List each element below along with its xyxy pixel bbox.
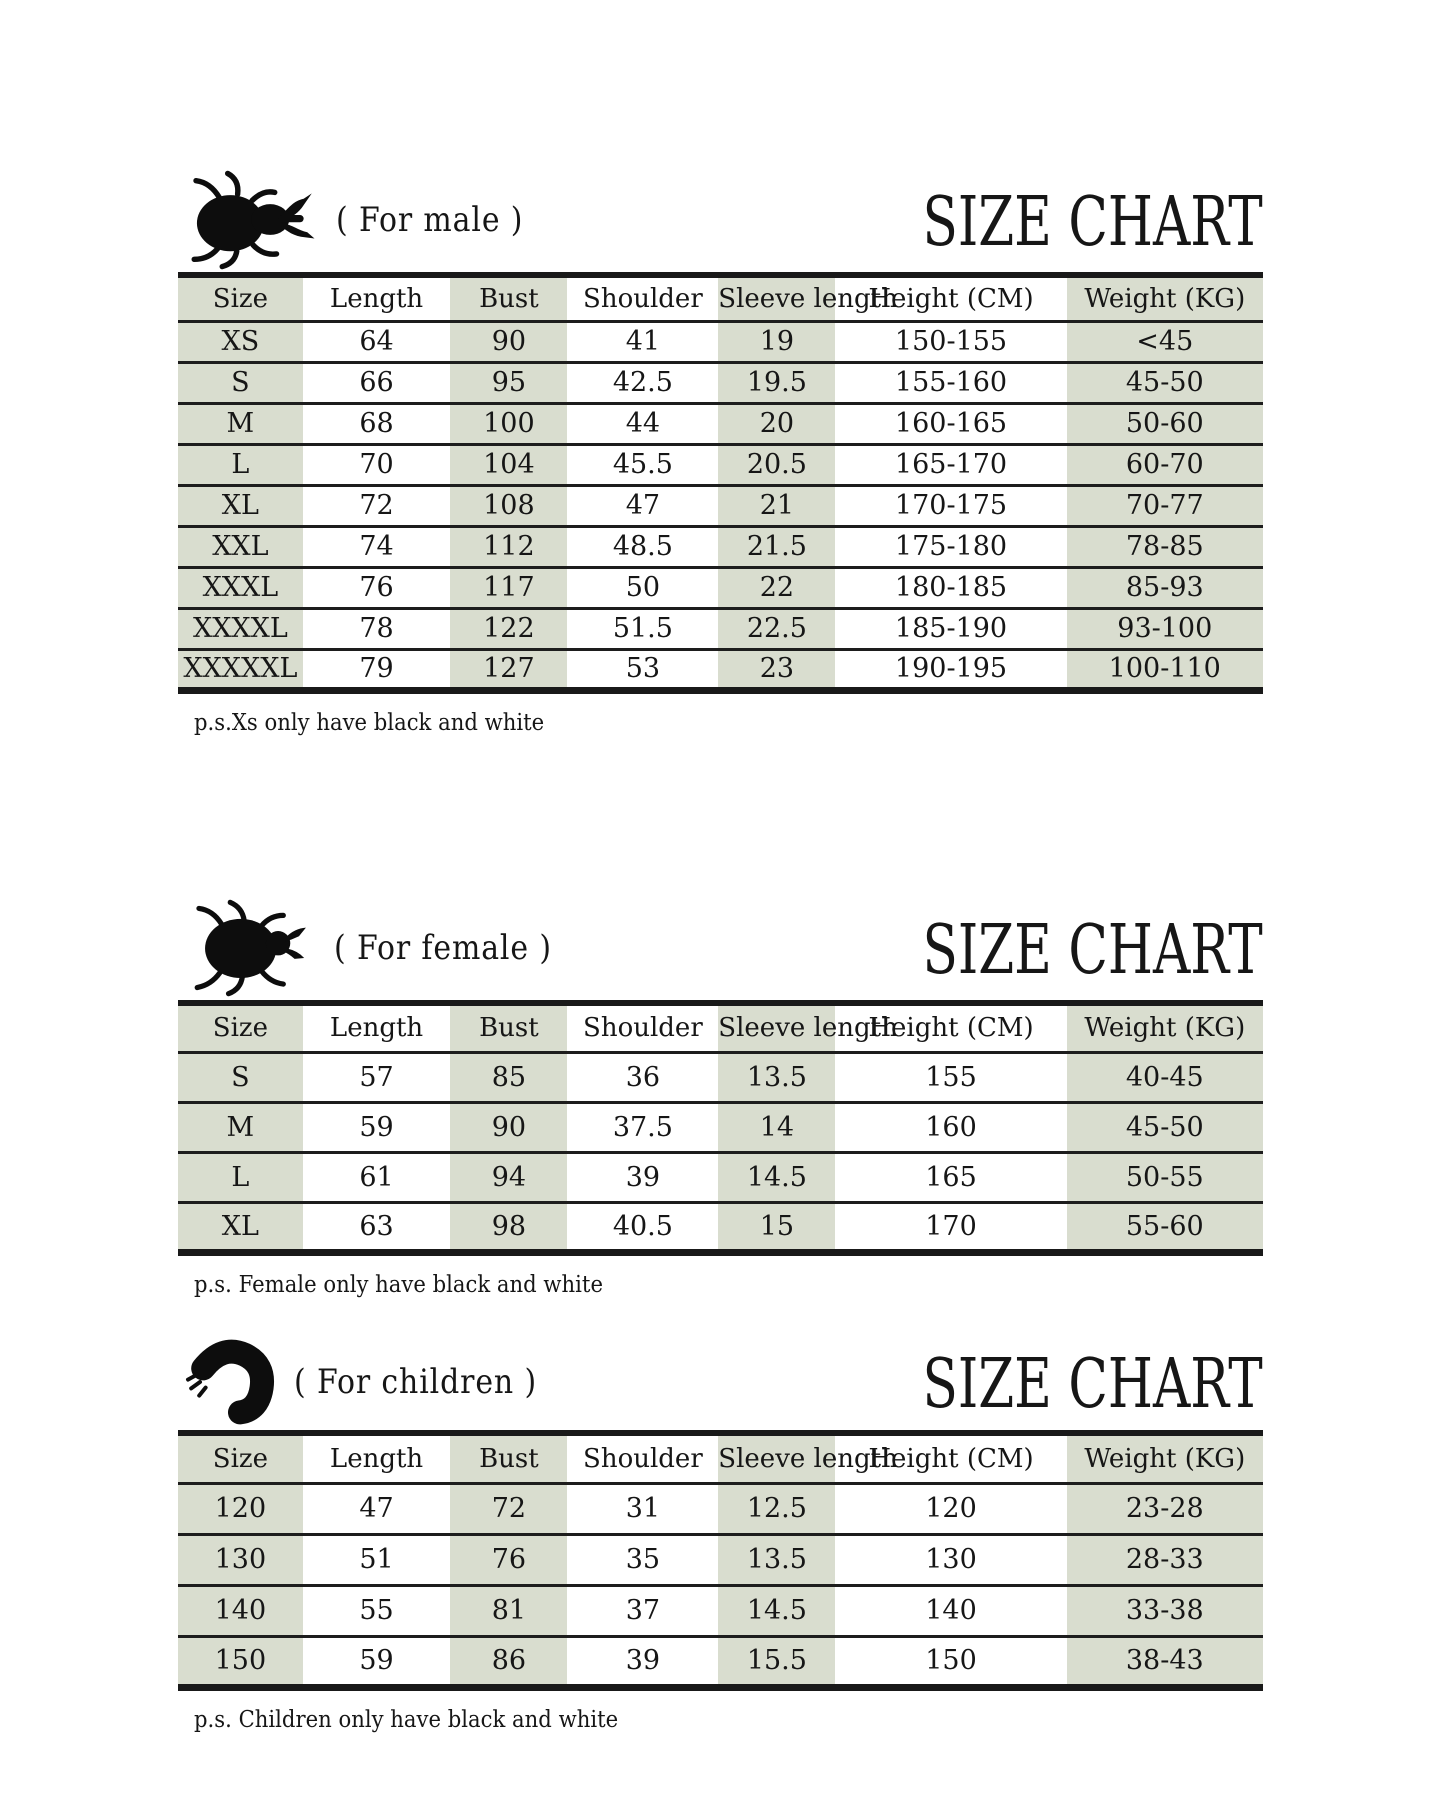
column-header-bust: Bust — [450, 1433, 567, 1483]
cell-shoulder: 53 — [567, 649, 718, 690]
cell-height: 160-165 — [835, 403, 1066, 444]
cell-shoulder: 37.5 — [567, 1103, 718, 1153]
cell-sleeve-length: 14.5 — [718, 1585, 835, 1636]
cell-shoulder: 51.5 — [567, 608, 718, 649]
cell-bust: 112 — [450, 526, 567, 567]
cell-size: S — [178, 362, 303, 403]
cell-bust: 108 — [450, 485, 567, 526]
cell-shoulder: 39 — [567, 1636, 718, 1687]
column-header-shoulder: Shoulder — [567, 275, 718, 321]
cell-bust: 72 — [450, 1483, 567, 1534]
cell-length: 63 — [303, 1203, 451, 1253]
cell-length: 59 — [303, 1103, 451, 1153]
cell-shoulder: 48.5 — [567, 526, 718, 567]
cell-weight: 38-43 — [1067, 1636, 1263, 1687]
cell-size: 150 — [178, 1636, 303, 1687]
cell-length: 72 — [303, 485, 451, 526]
children-note: p.s. Children only have black and white — [194, 1706, 619, 1733]
cell-sleeve-length: 22.5 — [718, 608, 835, 649]
cell-height: 185-190 — [835, 608, 1066, 649]
cell-length: 79 — [303, 649, 451, 690]
cell-height: 170-175 — [835, 485, 1066, 526]
cell-shoulder: 41 — [567, 321, 718, 362]
cell-weight: 33-38 — [1067, 1585, 1263, 1636]
cell-weight: 78-85 — [1067, 526, 1263, 567]
female-section-header — [178, 896, 1263, 1000]
cell-bust: 127 — [450, 649, 567, 690]
cell-length: 70 — [303, 444, 451, 485]
cell-sleeve-length: 19.5 — [718, 362, 835, 403]
column-header-bust: Bust — [450, 1003, 567, 1053]
cell-sleeve-length: 20 — [718, 403, 835, 444]
cell-size: XL — [178, 485, 303, 526]
table-row — [178, 1534, 1263, 1585]
cell-bust: 94 — [450, 1153, 567, 1203]
column-header-height: Height (CM) — [835, 1003, 1066, 1053]
cell-sleeve-length: 13.5 — [718, 1534, 835, 1585]
cell-sleeve-length: 20.5 — [718, 444, 835, 485]
cell-sleeve-length: 21 — [718, 485, 835, 526]
cell-shoulder: 42.5 — [567, 362, 718, 403]
male-size-table — [178, 272, 1263, 694]
cell-height: 170 — [835, 1203, 1066, 1253]
cell-bust: 86 — [450, 1636, 567, 1687]
cell-weight: 93-100 — [1067, 608, 1263, 649]
cell-length: 74 — [303, 526, 451, 567]
cell-shoulder: 39 — [567, 1153, 718, 1203]
cell-length: 55 — [303, 1585, 451, 1636]
column-header-height: Height (CM) — [835, 275, 1066, 321]
cell-size: XL — [178, 1203, 303, 1253]
column-header-weight: Weight (KG) — [1067, 275, 1263, 321]
table-row — [178, 1636, 1263, 1687]
cell-height: 150-155 — [835, 321, 1066, 362]
cell-weight: 100-110 — [1067, 649, 1263, 690]
male-size-chart-section — [178, 0, 1263, 736]
table-row — [178, 403, 1263, 444]
cell-shoulder: 45.5 — [567, 444, 718, 485]
column-header-weight: Weight (KG) — [1067, 1003, 1263, 1053]
column-header-bust: Bust — [450, 275, 567, 321]
children-section-header — [178, 1334, 1263, 1430]
cell-length: 64 — [303, 321, 451, 362]
cell-shoulder: 50 — [567, 567, 718, 608]
cell-weight: 85-93 — [1067, 567, 1263, 608]
cell-height: 180-185 — [835, 567, 1066, 608]
female-size-table — [178, 1000, 1263, 1257]
column-header-shoulder: Shoulder — [567, 1433, 718, 1483]
cell-size: S — [178, 1053, 303, 1103]
cell-height: 160 — [835, 1103, 1066, 1153]
cell-height: 120 — [835, 1483, 1066, 1534]
cell-sleeve-length: 15 — [718, 1203, 835, 1253]
children-size-chart-section — [178, 1298, 1263, 1733]
table-row — [178, 1203, 1263, 1253]
cell-height: 190-195 — [835, 649, 1066, 690]
cell-size: XXL — [178, 526, 303, 567]
cell-sleeve-length: 14.5 — [718, 1153, 835, 1203]
cell-weight: <45 — [1067, 321, 1263, 362]
table-row — [178, 1483, 1263, 1534]
stag-beetle-icon — [182, 168, 324, 272]
cell-shoulder: 44 — [567, 403, 718, 444]
column-header-shoulder: Shoulder — [567, 1003, 718, 1053]
header-row — [178, 275, 1263, 321]
cell-shoulder: 40.5 — [567, 1203, 718, 1253]
table-row — [178, 1153, 1263, 1203]
column-header-sleeve-length: Sleeve length — [718, 1433, 835, 1483]
grub-larva-icon — [182, 1338, 282, 1426]
cell-length: 66 — [303, 362, 451, 403]
cell-sleeve-length: 14 — [718, 1103, 835, 1153]
cell-size: 120 — [178, 1483, 303, 1534]
cell-length: 59 — [303, 1636, 451, 1687]
cell-length: 51 — [303, 1534, 451, 1585]
cell-bust: 122 — [450, 608, 567, 649]
column-header-length: Length — [303, 1003, 451, 1053]
cell-length: 68 — [303, 403, 451, 444]
female-section-label: ( For female ) — [334, 927, 552, 968]
cell-sleeve-length: 22 — [718, 567, 835, 608]
cell-height: 140 — [835, 1585, 1066, 1636]
cell-bust: 76 — [450, 1534, 567, 1585]
cell-sleeve-length: 12.5 — [718, 1483, 835, 1534]
cell-size: 140 — [178, 1585, 303, 1636]
cell-size: 130 — [178, 1534, 303, 1585]
cell-shoulder: 36 — [567, 1053, 718, 1103]
cell-weight: 40-45 — [1067, 1053, 1263, 1103]
cell-shoulder: 47 — [567, 485, 718, 526]
column-header-sleeve-length: Sleeve length — [718, 1003, 835, 1053]
cell-weight: 60-70 — [1067, 444, 1263, 485]
cell-weight: 23-28 — [1067, 1483, 1263, 1534]
cell-weight: 70-77 — [1067, 485, 1263, 526]
table-row — [178, 485, 1263, 526]
cell-size: XXXXL — [178, 608, 303, 649]
cell-sleeve-length: 21.5 — [718, 526, 835, 567]
cell-height: 155 — [835, 1053, 1066, 1103]
cell-size: XXXXXL — [178, 649, 303, 690]
cell-bust: 85 — [450, 1053, 567, 1103]
table-row — [178, 608, 1263, 649]
header-row — [178, 1433, 1263, 1483]
cell-height: 175-180 — [835, 526, 1066, 567]
column-header-length: Length — [303, 1433, 451, 1483]
column-header-weight: Weight (KG) — [1067, 1433, 1263, 1483]
cell-bust: 104 — [450, 444, 567, 485]
cell-shoulder: 35 — [567, 1534, 718, 1585]
cell-height: 165-170 — [835, 444, 1066, 485]
male-note: p.s.Xs only have black and white — [194, 709, 545, 736]
children-size-table — [178, 1430, 1263, 1691]
table-row — [178, 1585, 1263, 1636]
cell-weight: 28-33 — [1067, 1534, 1263, 1585]
cell-size: M — [178, 1103, 303, 1153]
table-row — [178, 444, 1263, 485]
cell-size: L — [178, 444, 303, 485]
cell-bust: 90 — [450, 1103, 567, 1153]
female-size-chart-section — [178, 736, 1263, 1299]
cell-weight: 55-60 — [1067, 1203, 1263, 1253]
cell-size: XS — [178, 321, 303, 362]
column-header-size: Size — [178, 275, 303, 321]
cell-bust: 117 — [450, 567, 567, 608]
size-chart-sheet — [178, 0, 1263, 1733]
cell-height: 150 — [835, 1636, 1066, 1687]
children-size-chart-title: SIZE CHART — [922, 1345, 1263, 1424]
table-row — [178, 1053, 1263, 1103]
cell-weight: 45-50 — [1067, 362, 1263, 403]
male-section-header — [178, 168, 1263, 272]
cell-sleeve-length: 23 — [718, 649, 835, 690]
cell-length: 57 — [303, 1053, 451, 1103]
header-row — [178, 1003, 1263, 1053]
column-header-size: Size — [178, 1433, 303, 1483]
cell-weight: 45-50 — [1067, 1103, 1263, 1153]
female-note: p.s. Female only have black and white — [194, 1272, 603, 1298]
cell-size: XXXL — [178, 567, 303, 608]
beetle-top-icon — [182, 898, 322, 998]
column-header-length: Length — [303, 275, 451, 321]
cell-weight: 50-55 — [1067, 1153, 1263, 1203]
cell-size: L — [178, 1153, 303, 1203]
column-header-size: Size — [178, 1003, 303, 1053]
cell-bust: 100 — [450, 403, 567, 444]
column-header-sleeve-length: Sleeve length — [718, 275, 835, 321]
table-row — [178, 1103, 1263, 1153]
cell-sleeve-length: 13.5 — [718, 1053, 835, 1103]
cell-sleeve-length: 19 — [718, 321, 835, 362]
cell-bust: 81 — [450, 1585, 567, 1636]
cell-bust: 95 — [450, 362, 567, 403]
cell-bust: 98 — [450, 1203, 567, 1253]
cell-height: 165 — [835, 1153, 1066, 1203]
children-section-label: ( For children ) — [294, 1362, 538, 1402]
table-row — [178, 567, 1263, 608]
female-size-chart-title: SIZE CHART — [922, 910, 1263, 990]
male-section-label: ( For male ) — [336, 200, 524, 240]
cell-length: 61 — [303, 1153, 451, 1203]
cell-length: 76 — [303, 567, 451, 608]
cell-length: 47 — [303, 1483, 451, 1534]
cell-length: 78 — [303, 608, 451, 649]
cell-sleeve-length: 15.5 — [718, 1636, 835, 1687]
cell-height: 155-160 — [835, 362, 1066, 403]
cell-weight: 50-60 — [1067, 403, 1263, 444]
cell-height: 130 — [835, 1534, 1066, 1585]
table-row — [178, 362, 1263, 403]
cell-shoulder: 31 — [567, 1483, 718, 1534]
table-row — [178, 526, 1263, 567]
cell-shoulder: 37 — [567, 1585, 718, 1636]
cell-bust: 90 — [450, 321, 567, 362]
cell-size: M — [178, 403, 303, 444]
table-row — [178, 649, 1263, 690]
male-size-chart-title: SIZE CHART — [922, 183, 1263, 262]
table-row — [178, 321, 1263, 362]
column-header-height: Height (CM) — [835, 1433, 1066, 1483]
